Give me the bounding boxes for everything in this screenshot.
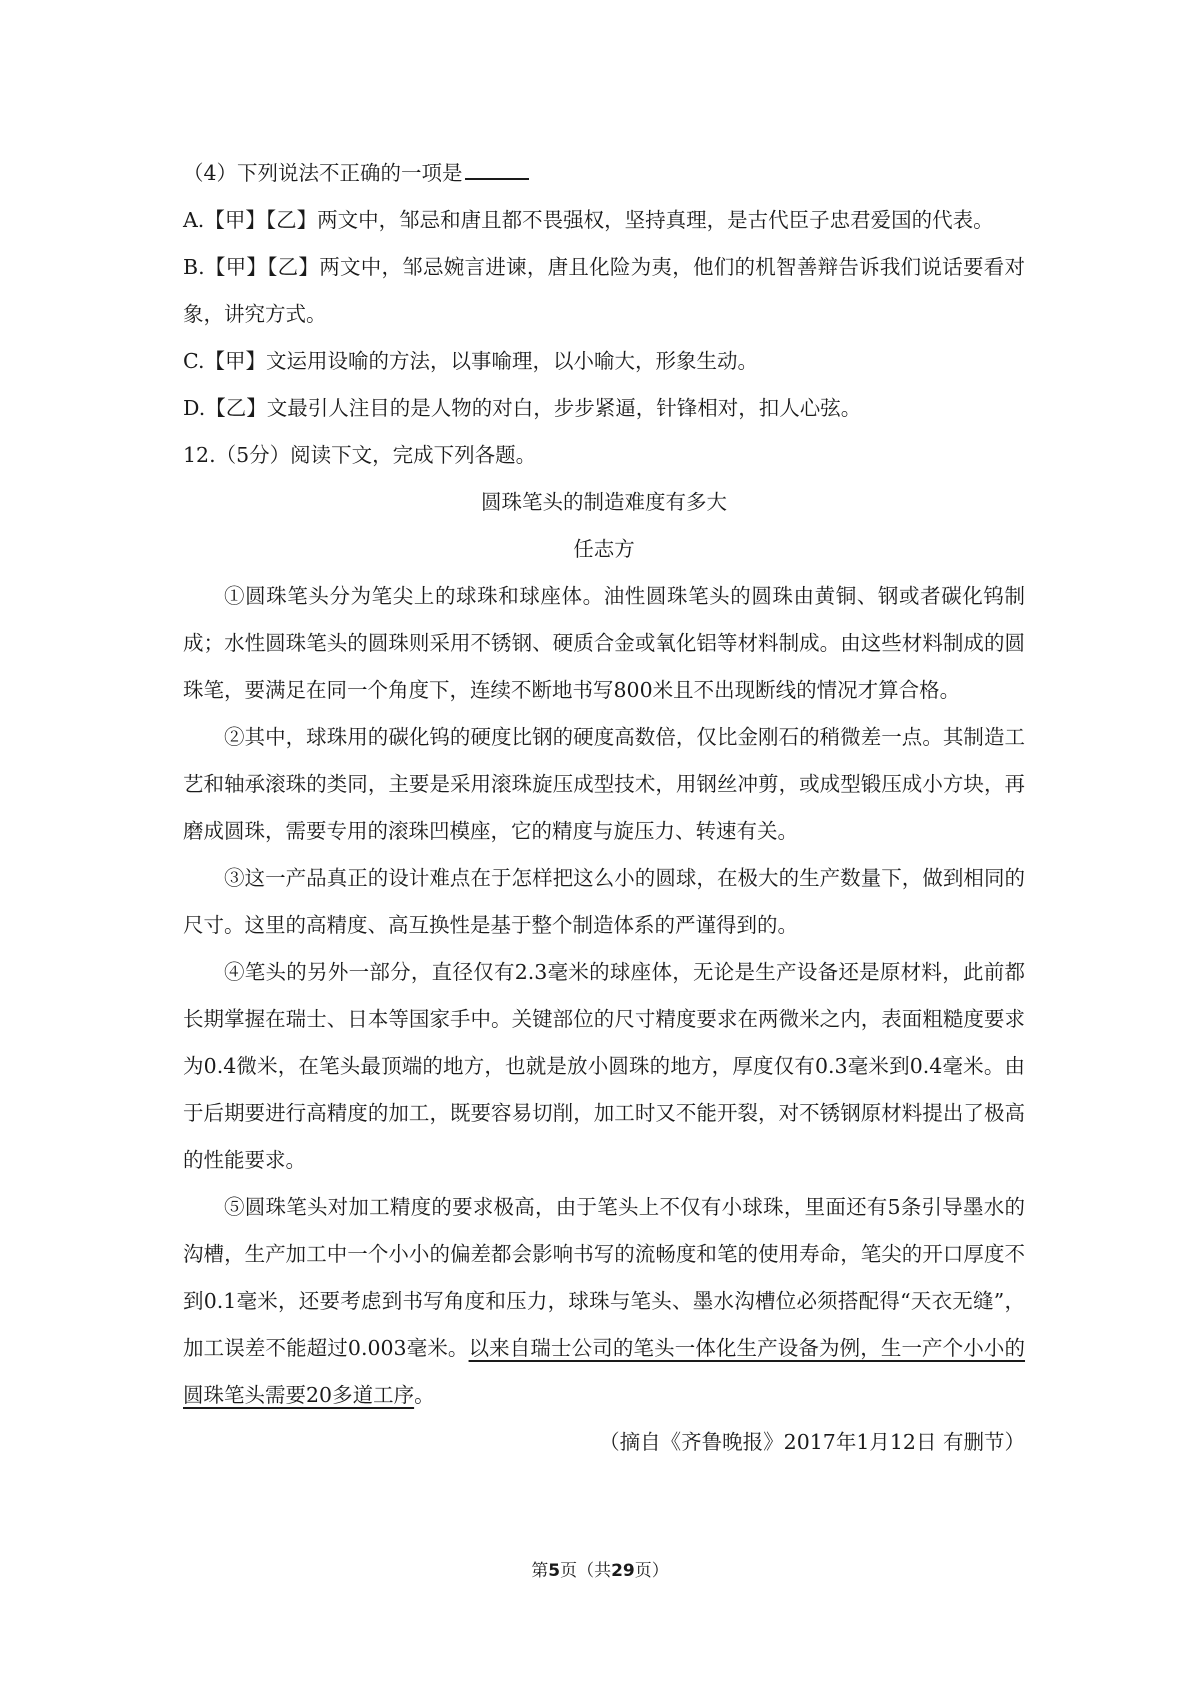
page-footer (0, 1556, 1200, 1581)
question-12-stem: 12.（5分）阅读下文，完成下列各题。 (183, 443, 537, 467)
option-a: A.【甲】【乙】两文中，邹忌和唐且都不畏强权，坚持真理，是古代臣子忠君爱国的代表。 (183, 208, 994, 232)
article-paragraph-4: ④笔头的另外一部分，直径仅有2.3毫米的球座体，无论是生产设备还是原材料，此前都长期掌握在瑞士、日本等国家手中。关键部位的尺寸精度要求在两微米之内，表面粗糙度要求为0.4微米，在笔头最顶端的地方，也就是放小圆珠的地方，厚度仅有0.3毫米到0.4毫米。由于后期要进行高精度的加工，既要容易切削，加工时又不能开裂，对不锈钢原材料提出了极高的性能要求。 (183, 960, 1025, 1172)
question-4-stem-text: （4）下列说法不正确的一项是 (183, 161, 463, 185)
answer-blank[interactable] (465, 156, 529, 180)
footer-suffix: 页） (634, 1561, 669, 1581)
footer-page-number: 5 (548, 1561, 561, 1581)
paragraph-5-text: ⑤圆珠笔头对加工精度的要求极高，由于笔头上不仅有小球珠，里面还有5条引导墨水的沟槽，生产加工中一个小小的偏差都会影响书写的流畅度和笔的使用寿命，笔尖的开口厚度不到0.1毫米，还要考虑到书写角度和压力，球珠与笔头、墨水沟槽位必须搭配得“天衣无缝”，加工误差不能超过0.003毫米。 (183, 1195, 1025, 1360)
footer-prefix: 第 (531, 1561, 549, 1581)
footer-total-pages: 29 (611, 1561, 635, 1581)
article-paragraph-5 (183, 1184, 1025, 1419)
question-4-stem (183, 150, 1025, 197)
footer-middle: 页（共 (560, 1561, 612, 1581)
underlined-sentence: 以来自瑞士公司的笔头一体化生产设备为例，生一产个小小的圆珠笔头需要20多道工序 (183, 1336, 1026, 1407)
article-paragraph-1: ①圆珠笔头分为笔尖上的球珠和球座体。油性圆珠笔头的圆珠由黄铜、钢或者碳化钨制成；水性圆珠笔头的圆珠则采用不锈钢、硬质合金或氧化铝等材料制成。由这些材料制成的圆珠笔，要满足在同一个角度下，连续不断地书写800米且不出现断线的情况才算合格。 (183, 584, 1025, 702)
paragraph-5-end: 。 (414, 1383, 435, 1407)
page-content (183, 150, 1025, 1466)
option-c: C.【甲】文运用设喻的方法，以事喻理，以小喻大，形象生动。 (183, 349, 758, 373)
article-paragraph-3: ③这一产品真正的设计难点在于怎样把这么小的圆球，在极大的生产数量下，做到相同的尺寸。这里的高精度、高互换性是基于整个制造体系的严谨得到的。 (183, 866, 1025, 937)
article-title: 圆珠笔头的制造难度有多大 (481, 490, 727, 514)
option-d: D.【乙】文最引人注目的是人物的对白，步步紧逼，针锋相对，扣人心弦。 (183, 396, 862, 420)
option-b: B.【甲】【乙】两文中，邹忌婉言进谏，唐且化险为夷，他们的机智善辩告诉我们说话要看对象，讲究方式。 (183, 255, 1025, 326)
article-source: （摘自《齐鲁晚报》2017年1月12日 有删节） (599, 1430, 1025, 1454)
article-paragraph-2: ②其中，球珠用的碳化钨的硬度比钢的硬度高数倍，仅比金刚石的稍微差一点。其制造工艺和轴承滚珠的类同，主要是采用滚珠旋压成型技术，用钢丝冲剪，或成型锻压成小方块，再磨成圆珠，需要专用的滚珠凹模座，它的精度与旋压力、转速有关。 (183, 725, 1025, 843)
article-author: 任志方 (573, 537, 635, 561)
